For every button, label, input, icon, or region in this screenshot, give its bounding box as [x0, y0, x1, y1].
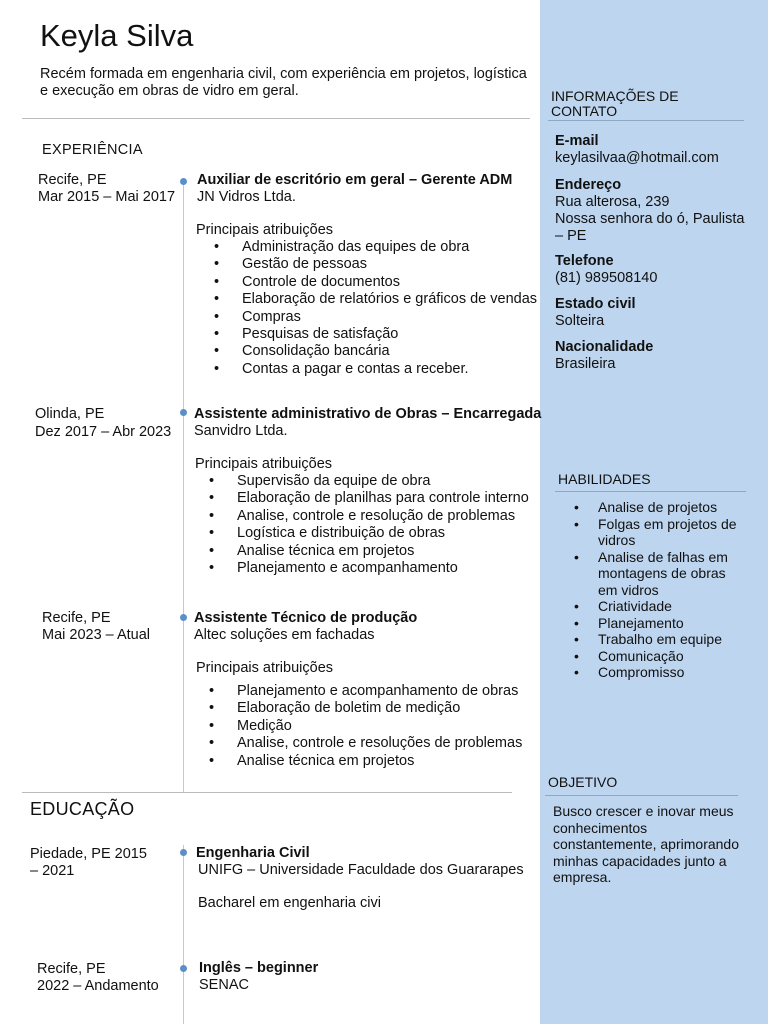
summary-line: e execução em obras de vidro em geral.	[40, 83, 299, 99]
job-company: Sanvidro Ltda.	[194, 423, 288, 439]
timeline-dot	[180, 409, 187, 416]
job-location: Recife, PE	[42, 610, 111, 626]
list-item: • Compromisso	[554, 664, 764, 681]
list-item: • Supervisão da equipe de obra	[191, 473, 529, 490]
address-value: – PE	[555, 228, 587, 244]
job-title: Auxiliar de escritório em geral – Gerente ADM	[197, 172, 513, 188]
duties-label: Principais atribuições	[195, 456, 333, 472]
nationality-value: Brasileira	[555, 356, 616, 372]
list-item: • Administração das equipes de obra	[196, 239, 537, 256]
skills-list	[554, 499, 764, 681]
list-item: • Analise de falhas em montagens de obras em vidros	[554, 549, 764, 599]
objective-line: Busco crescer e inovar meus	[553, 803, 734, 819]
list-item: • Planejamento e acompanhamento de obras	[191, 683, 522, 700]
list-item: • Analise técnica em projetos	[191, 753, 522, 770]
list-item: • Analise, controle e resoluções de problemas	[191, 735, 522, 752]
duties-label: Principais atribuições	[196, 222, 334, 238]
edu-location: Recife, PE	[37, 961, 106, 977]
contact-heading-line: CONTATO	[551, 103, 618, 119]
edu-period: – 2021	[30, 863, 75, 879]
objective-line: empresa.	[553, 869, 612, 886]
duties-list	[191, 683, 522, 770]
list-item: • Folgas em projetos de vidros	[554, 516, 764, 549]
list-item: • Trabalho em equipe	[554, 631, 764, 648]
list-item: • Planejamento e acompanhamento	[191, 560, 529, 577]
edu-institution: UNIFG – Universidade Faculdade dos Guararapes	[198, 862, 524, 878]
list-item: • Medição	[191, 718, 522, 735]
marital-status-value: Solteira	[555, 313, 605, 329]
contact-heading-line: INFORMAÇÕES DE	[551, 88, 679, 104]
job-location: Olinda, PE	[35, 406, 105, 422]
timeline-dot	[180, 965, 187, 972]
objective-line: conhecimentos	[553, 819, 648, 836]
list-item: • Controle de documentos	[196, 274, 537, 291]
list-item: • Planejamento	[554, 615, 764, 632]
list-item: • Analise de projetos	[554, 499, 764, 516]
address-value: Nossa senhora do ó, Paulista	[555, 211, 745, 227]
summary	[40, 66, 530, 100]
divider	[555, 491, 746, 492]
list-item: • Contas a pagar e contas a receber.	[196, 361, 537, 378]
experience-heading: EXPERIÊNCIA	[42, 142, 143, 158]
duties-list	[196, 239, 537, 378]
list-item: • Elaboração de boletim de medição	[191, 700, 522, 717]
address-label: Endereço	[555, 177, 622, 193]
edu-title: Engenharia Civil	[196, 845, 310, 861]
job-period: Dez 2017 – Abr 2023	[35, 424, 172, 440]
divider	[22, 118, 530, 119]
list-item: • Elaboração de relatórios e gráficos de vendas	[196, 291, 537, 308]
nationality-label: Nacionalidade	[555, 339, 654, 355]
contact-heading	[551, 89, 679, 119]
list-item: • Compras	[196, 309, 537, 326]
objective-heading: OBJETIVO	[548, 774, 618, 790]
timeline-dot	[180, 849, 187, 856]
job-period: Mar 2015 – Mai 2017	[38, 189, 176, 205]
skills-heading: HABILIDADES	[558, 471, 651, 487]
education-timeline	[183, 845, 184, 1024]
summary-line: Recém formada em engenharia civil, com experiência em projetos, logística	[40, 66, 527, 82]
job-company: Altec soluções em fachadas	[194, 627, 375, 643]
job-title: Assistente administrativo de Obras – Encarregada	[194, 406, 542, 422]
list-item: • Elaboração de planilhas para controle interno	[191, 490, 529, 507]
marital-status-label: Estado civil	[555, 296, 636, 312]
timeline-dot	[180, 614, 187, 621]
edu-title: Inglês – beginner	[199, 960, 319, 976]
list-item: • Analise técnica em projetos	[191, 543, 529, 560]
list-item: • Criatividade	[554, 598, 764, 615]
list-item: • Analise, controle e resolução de problemas	[191, 508, 529, 525]
contact-info	[555, 133, 760, 373]
email-label: E-mail	[555, 133, 599, 149]
list-item: • Gestão de pessoas	[196, 256, 537, 273]
objective-line: constantemente, aprimorando	[553, 836, 739, 853]
job-location: Recife, PE	[38, 172, 107, 188]
list-item: • Logística e distribuição de obras	[191, 525, 529, 542]
list-item: • Comunicação	[554, 648, 764, 665]
duties-list	[191, 473, 529, 577]
edu-period: 2022 – Andamento	[37, 978, 159, 994]
divider	[545, 795, 738, 796]
email-value[interactable]: keylasilvaa@hotmail.com	[555, 150, 719, 166]
phone-label: Telefone	[555, 253, 614, 269]
education-heading: EDUCAÇÃO	[30, 799, 135, 819]
duties-label: Principais atribuições	[196, 660, 334, 676]
list-item: • Pesquisas de satisfação	[196, 326, 537, 343]
divider	[548, 120, 744, 121]
edu-note: Bacharel em engenharia civi	[198, 895, 381, 911]
list-item: • Consolidação bancária	[196, 343, 537, 360]
address-value: Rua alterosa, 239	[555, 194, 670, 210]
objective-line: minhas capacidades junto a	[553, 852, 727, 869]
timeline-dot	[180, 178, 187, 185]
divider	[22, 792, 512, 793]
experience-timeline	[183, 180, 184, 792]
objective-text	[553, 803, 758, 886]
edu-location: Piedade, PE 2015	[30, 846, 147, 862]
job-period: Mai 2023 – Atual	[42, 627, 151, 643]
candidate-name: Keyla Silva	[40, 18, 194, 53]
phone-value[interactable]: (81) 989508140	[555, 270, 658, 286]
job-company: JN Vidros Ltda.	[197, 189, 296, 205]
edu-institution: SENAC	[199, 977, 249, 993]
job-title: Assistente Técnico de produção	[194, 610, 418, 626]
